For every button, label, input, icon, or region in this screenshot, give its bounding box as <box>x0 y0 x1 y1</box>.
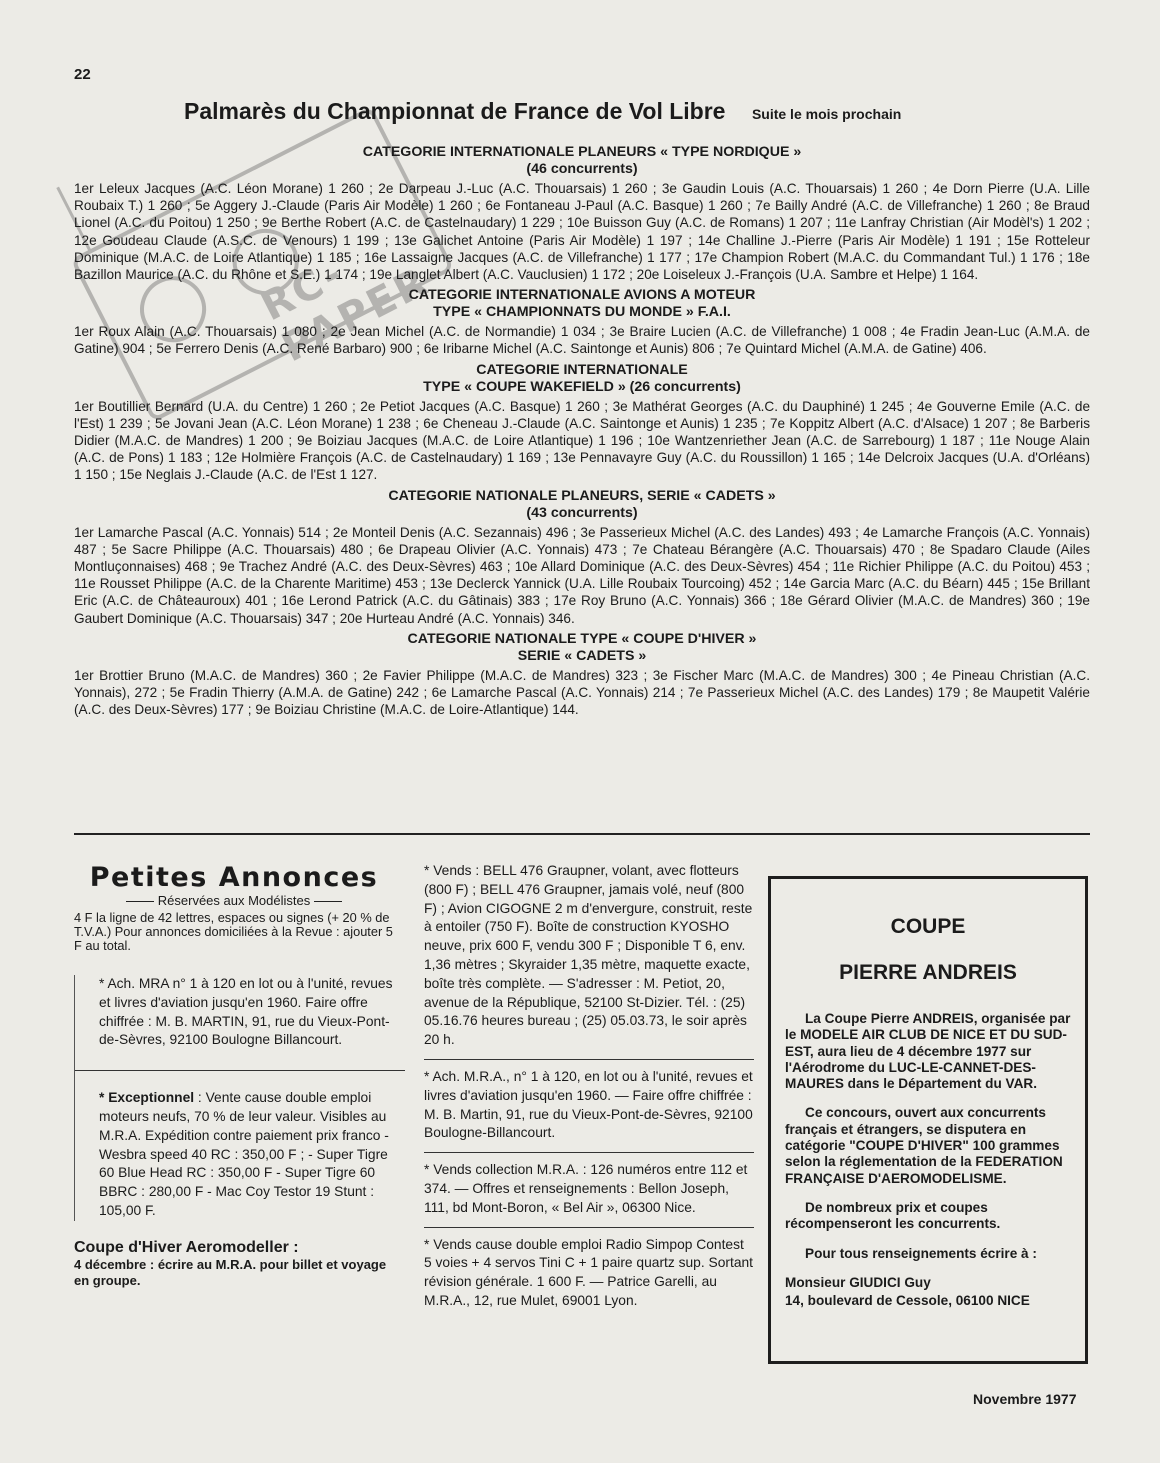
contact-name: Monsieur GIUDICI Guy <box>785 1274 931 1290</box>
heading-line: TYPE « COUPE WAKEFIELD » (26 concurrents) <box>423 378 741 395</box>
category-heading <box>74 287 1090 321</box>
box-paragraph: Pour tous renseignements écrire à : <box>805 1245 1037 1261</box>
classifieds-title: Petites Annonces <box>89 862 379 893</box>
page-number: 22 <box>74 66 91 83</box>
heading-line: CATEGORIE NATIONALE TYPE « COUPE D'HIVER » <box>407 630 757 647</box>
heading-line: CATEGORIE INTERNATIONALE <box>476 361 688 378</box>
ad-text: * Vends : BELL 476 Graupner, volant, avec flotteurs (800 F) ; BELL 476 Graupner, jamais volé, neuf (800 F) ; Avion CIGOGNE 2 m d'envergure, construit, reste à entoiler (750 F). Boîte de construction KYOSHO neuve, prix 600 F, vendu 300 F ; Disponible T 6, env. 1,36 mètres ; Skyraider 1,35 mètre, maquette exacte, boîte très complète. — S'adresser : M. Petiot, 20, avenue de la République, 52100 St-Dizier. Tél. : (25) 05.16.76 heures bureau ; (25) 05.03.73, le soir après 20 h. <box>424 863 753 1048</box>
box-title: PIERRE ANDREIS <box>839 961 1017 984</box>
wave-rule <box>126 901 154 902</box>
heading-line: (46 concurrents) <box>526 161 638 177</box>
contact-address: 14, boulevard de Cessole, 06100 NICE <box>785 1293 1030 1309</box>
box-paragraph: La Coupe Pierre ANDREIS, organisée par le MODELE AIR CLUB DE NICE ET DU SUD-EST, aura lieu de 4 décembre 1977 sur l'Aérodrome du LUC-LE-CANNET-DES-MAURES dans le Département du VAR. <box>785 1011 1071 1092</box>
heading-line: CATEGORIE INTERNATIONALE PLANEURS « TYPE NORDIQUE » <box>362 144 802 160</box>
heading-line: CATEGORIE NATIONALE PLANEURS, SERIE « CADETS » <box>388 487 776 504</box>
classifieds-column-left <box>74 862 404 1289</box>
watermark-text: RC-PAPER <box>253 250 438 372</box>
results-section <box>74 140 1090 718</box>
notice-title: Coupe d'Hiver Aeromodeller : <box>74 1238 299 1256</box>
classifieds-subtitle-row <box>74 893 394 908</box>
heading-line: CATEGORIE INTERNATIONALE AVIONS A MOTEUR <box>408 287 756 304</box>
results-text: 1er Leleux Jacques (A.C. Léon Morane) 1 260 ; 2e Darpeau J.-Luc (A.C. Thouarsais) 1 260 ; 3e Gaudin Louis (A.C. Thouarsais) 1 260 ; 4e Dorn Pierre (U.A. Lille Roubaix T.) 1 260 ; 5e Aggery J.-Claude (Paris Air Modèle) 1 260 ; 6e Fontaneau J-Paul (A.C. Basque) 1 260 ; 7e Bailly André (A.C. de Villefranche) 1 260 ; 8e Braud Lionel (A.C. du Poitou) 1 250 ; 9e Berthe Robert (A.C. de Castelnaudary) 1 229 ; 10e Buisson Guy (A.C. de Romans) 1 207 ; 11e Lanfray Christian (Air Modèl's) 1 202 ; 12e Goudeau Claude (A.S.C. de Venours) 1 199 ; 13e Galichet Antoine (Paris Air Modèle) 1 197 ; 14e Challine J.-Pierre (Paris Air Modèle) 1 191 ; 15e Rotteleur Dominique (M.A.C. de Loire Atlantique) 1 185 ; 16e Lassaigne Jacques (A.C. de Villefranche) 1 177 ; 17e Champion Robert (M.A.C. du Commandant Tul.) 1 176 ; 18e Bazillon Maurice (A.C. du Rhône et S.E.) 1 174 ; 19e Langlet Albert (A.C. Vauclusien) 1 172 ; 20e Loiseleux J.-François (U.A. Sambre et Helpe) 1 164. <box>74 181 1090 283</box>
classifieds-rates: 4 F la ligne de 42 lettres, espaces ou signes (+ 20 % de T.V.A.) Pour annonces domiciliées à la Revue : ajouter 5 F au total. <box>74 910 393 953</box>
heading-line: TYPE « CHAMPIONNATS DU MONDE » F.A.I. <box>433 304 731 321</box>
results-text: 1er Roux Alain (A.C. Thouarsais) 1 080 ; 2e Jean Michel (A.C. de Normandie) 1 034 ; 3e Braire Lucien (A.C. de Villefranche) 1 008 ; 4e Fradin Jean-Luc (A.M.A. de Gatine) 904 ; 5e Ferrero Denis (A.C. René Barbaro) 900 ; 6e Iribarne Michel (A.C. Saintonge et Aunis) 806 ; 7e Quintard Michel (A.M.A. de Gatine) 406. <box>74 324 1090 357</box>
title-suite: Suite le mois prochain <box>751 106 902 122</box>
notice-text: 4 décembre : écrire au M.R.A. pour billet et voyage en groupe. <box>74 1256 387 1288</box>
heading-line: SERIE « CADETS » <box>517 647 647 664</box>
results-text: 1er Lamarche Pascal (A.C. Yonnais) 514 ; 2e Monteil Denis (A.C. Sezannais) 496 ; 3e Passerieux Michel (A.C. des Landes) 493 ; 4e Lamarche François (A.C. Yonnais) 487 ; 5e Sacre Philippe (A.C. Thouarsais) 480 ; 6e Drapeau Olivier (A.C. Yonnais) 473 ; 7e Chateau Bérangère (A.C. Thouarsais) 470 ; 8e Spadaro Claude (Ailes Montluçonnaises) 468 ; 9e Trachez André (A.C. des Deux-Sèvres) 463 ; 10e Allard Dominique (A.C. des Deux-Sèvres) 454 ; 11e Richier Philippe (A.C. du Poitou) 453 ; 11e Rousset Philippe (A.C. de la Charente Maritime) 453 ; 13e Declerck Yannick (U.A. Lille Roubaix Tourcoing) 452 ; 14e Garcia Marc (A.C. du Béarn) 445 ; 15e Brillant Eric (A.C. de Châteauroux) 401 ; 16e Lerond Patrick (A.C. du Gâtinais) 383 ; 17e Roy Bruno (A.C. Yonnais) 366 ; 18e Gérard Olivier (M.A.C. de Mandres) 360 ; 19e Gaubert Dominique (A.C. Thouarsais) 347 ; 20e Hurteau André (A.C. Yonnais) 346. <box>74 524 1090 626</box>
category-heading <box>74 362 1090 396</box>
ad-text: * Ach. MRA n° 1 à 120 en lot ou à l'unité, revues et livres d'aviation jusqu'en 1960. Faire offre chiffrée : M. B. MARTIN, 91, rue du Vieux-Pont-de-Sèvres, 92100 Boulogne Billancourt. <box>99 976 393 1048</box>
ad-text: * Vends cause double emploi Radio Simpop Contest 5 voies + 4 servos Tini C + 1 paire quartz sup. Sortant révision générale. 1 600 F. — Patrice Garelli, au M.R.A., 12, rue Mulet, 69001 Lyon. <box>424 1236 753 1308</box>
results-text: 1er Brottier Bruno (M.A.C. de Mandres) 360 ; 2e Favier Philippe (M.A.C. de Mandres) 323 ; 3e Fischer Marc (M.A.C. de Mandres) 300 ; 4e Pineau Christian (A.C. Yonnais), 272 ; 5e Fradin Thierry (A.M.A. de Gatine) 242 ; 6e Lamarche Pascal (A.C. Yonnais) 214 ; 7e Passerieux Michel (A.C. des Landes) 179 ; 8e Maupetit Valérie (A.C. des Deux-Sèvres) 177 ; 9e Boiziau Christine (M.A.C. de Loire-Atlantique) 144. <box>74 667 1090 718</box>
page-title <box>184 98 1084 125</box>
category-heading <box>74 144 1090 178</box>
category-heading <box>74 488 1090 522</box>
heading-line: (43 concurrents) <box>526 504 638 521</box>
wave-rule <box>314 901 342 902</box>
ad-text: * Vends collection M.R.A. : 126 numéros entre 112 et 374. — Offres et renseignements : Bellon Joseph, 111, bd Mont-Boron, « Bel Air », 06300 Nice. <box>424 1162 748 1215</box>
ad-text <box>99 1089 404 1221</box>
box-paragraph: De nombreux prix et coupes récompenseront les concurrents. <box>785 1199 1001 1232</box>
ad-box <box>74 975 404 1221</box>
coupe-hiver-notice <box>74 1239 404 1289</box>
section-divider <box>74 833 1090 835</box>
box-paragraph: Ce concours, ouvert aux concurrents français et étrangers, se disputera en catégorie "COUPE D'HIVER" 100 grammes selon la réglementation de la FEDERATION FRANÇAISE D'AEROMODELISME. <box>785 1105 1063 1186</box>
title-main: Palmarès du Championnat de France de Vol Libre <box>184 98 726 124</box>
coupe-andreis-box <box>768 876 1088 1364</box>
category-heading <box>74 631 1090 665</box>
classifieds-column-middle <box>424 862 754 1311</box>
ad-lead: * Exceptionnel <box>99 1090 195 1106</box>
results-text: 1er Boutillier Bernard (U.A. du Centre) 1 260 ; 2e Petiot Jacques (A.C. Basque) 1 260 ; 3e Mathérat Georges (A.C. du Dauphiné) 1 245 ; 4e Gouverne Emile (A.C. de l'Est) 1 239 ; 5e Jovani Jean (A.C. Léon Morane) 1 238 ; 6e Cheneau J.-Claude (A.C. Saintonge et Aunis) 1 235 ; 7e Koppitz Albert (A.C. d'Alsace) 1 207 ; 8e Barberis Didier (M.A.C. de Mandres) 1 200 ; 9e Boiziau Jacques (M.A.C. de Loire Atlantique) 1 196 ; 10e Wantzenriether Jean (A.C. de Sarrebourg) 1 187 ; 11e Nouge Alain (A.C. de Pons) 1 183 ; 12e Holmière François (A.C. de Castelnaudary) 1 169 ; 13e Pennavayre Guy (A.C. du Roussillon) 1 165 ; 14e Delcroix Jacques (U.A. d'Orléans) 1 150 ; 15e Neglais J.-Claude (A.C. de l'Est 1 127. <box>74 398 1090 483</box>
ad-text: * Ach. M.R.A., n° 1 à 120, en lot ou à l'unité, revues et livres d'aviation jusqu'en 1960. — Faire offre chiffrée : M. B. Martin, 91, rue du Vieux-Pont-de-Sèvres, 92100 Boulogne-Billancourt. <box>424 1068 753 1141</box>
ad-divider <box>424 1059 754 1060</box>
ad-divider <box>424 1152 754 1153</box>
ad-body: : Vente cause double emploi moteurs neufs, 70 % de leur valeur. Visibles au M.R.A. Expédition contre paiement prix franco - Wesbra speed 40 RC : 350,00 F ; - Super Tigre 60 Blue Head RC : 350,00 F - Super Tigre 60 BBRC : 280,00 F - Mac Coy Testor 19 Stunt : 105,00 F. <box>99 1090 389 1218</box>
ad-divider <box>75 1070 405 1071</box>
issue-date: Novembre 1977 <box>973 1391 1077 1407</box>
box-title: COUPE <box>890 915 966 938</box>
classifieds-subtitle: Réservées aux Modélistes <box>157 893 311 908</box>
ad-divider <box>424 1227 754 1228</box>
box-body <box>785 1011 1071 1309</box>
